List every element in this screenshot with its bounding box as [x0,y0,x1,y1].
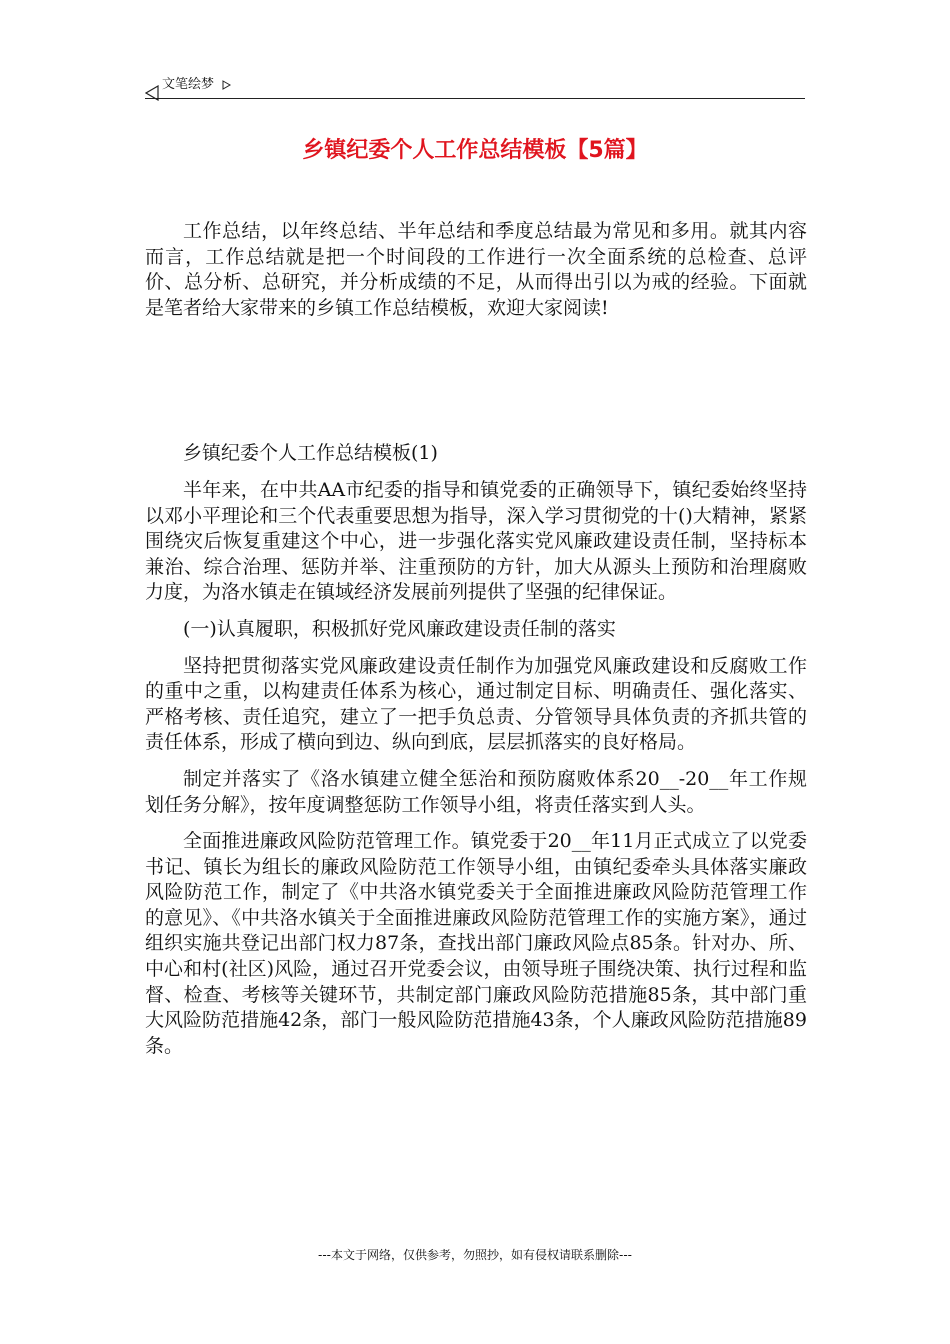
page-header [145,76,805,99]
body-paragraph: 坚持把贯彻落实党风廉政建设责任制作为加强党风廉政建设和反腐败工作的重中之重，以构建责任体系为核心，通过制定目标、明确责任、强化落实、严格考核、责任追究，建立了一把手负总责、分管领导具体负责的齐抓共管的责任体系，形成了横向到边、纵向到底，层层抓落实的良好格局。 [145,654,807,754]
body-paragraph: 制定并落实了《洛水镇建立健全惩治和预防腐败体系20__-20__年工作规划任务分解》，按年度调整惩防工作领导小组，将责任落实到人头。 [145,767,807,816]
body-paragraph: 全面推进廉政风险防范管理工作。镇党委于20__年11月正式成立了以党委书记、镇长为组长的廉政风险防范工作领导小组，由镇纪委牵头具体落实廉政风险防范工作，制定了《中共洛水镇党委关于全面推进廉政风险防范管理工作的意见》、《中共洛水镇关于全面推进廉政风险防范管理工作的实施方案》，通过组织实施共登记出部门权力87条，查找出部门廉政风险点85条。针对办、所、中心和村(社区)风险，通过召开党委会议，由领导班子围绕决策、执行过程和监督、检查、考核等关键环节，共制定部门廉政风险防范措施85条，其中部门重大风险防范措施42条，部门一般风险防范措施43条，个人廉政风险防范措施89条。 [145,830,807,1057]
page-footer: ---本文于网络，仅供参考，勿照抄，如有侵权请联系删除--- [318,1248,632,1262]
section-title: 乡镇纪委个人工作总结模板(1) [183,442,438,465]
document-body [145,219,807,1059]
intro-paragraph: 工作总结，以年终总结、半年总结和季度总结最为常见和多用。就其内容而言，工作总结就是把一个时间段的工作进行一次全面系统的总检查、总评价、总分析、总研究，并分析成绩的不足，从而得出引以为戒的经验。下面就是笔者给大家带来的乡镇工作总结模板，欢迎大家阅读! [145,220,807,319]
subsection-heading: (一)认真履职，积极抓好党风廉政建设责任制的落实 [183,617,616,640]
triangle-left-icon [145,78,157,92]
document-title: 乡镇纪委个人工作总结模板【5篇】 [302,138,648,163]
triangle-right-icon [222,80,231,90]
header-brand: 文笔绘梦 [162,77,215,92]
body-paragraph: 半年来，在中共AA市纪委的指导和镇党委的正确领导下，镇纪委始终坚持以邓小平理论和三个代表重要思想为指导，深入学习贯彻党的十()大精神，紧紧围绕灾后恢复重建这个中心，进一步强化落实党风廉政建设责任制，坚持标本兼治、综合治理、惩防并举、注重预防的方针，加大从源头上预防和治理腐败力度，为洛水镇走在镇域经济发展前列提供了坚强的纪律保证。 [145,478,807,604]
